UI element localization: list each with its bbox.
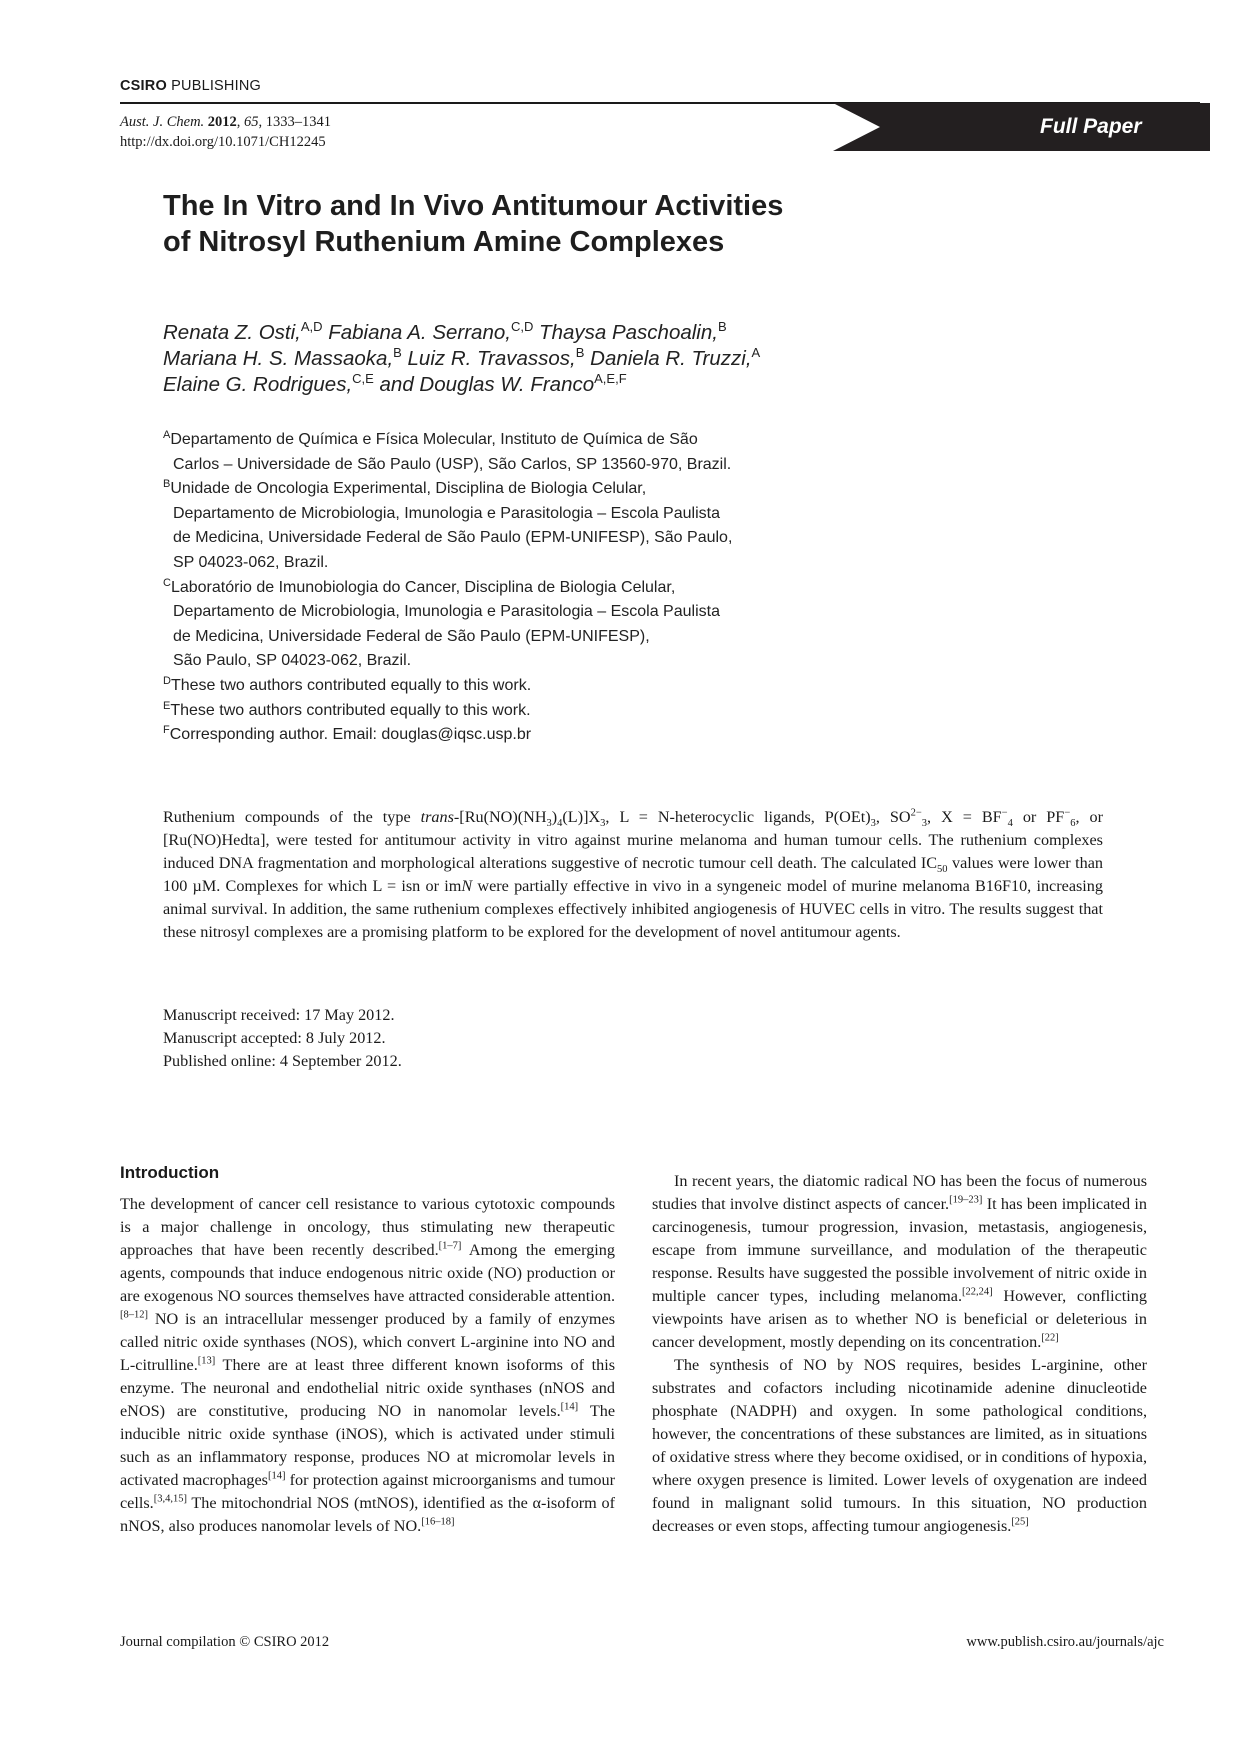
abstract-text: values were lower than 100 µM. Complexes for which L = isn or im (163, 854, 1103, 895)
affiliation-line: Laboratório de Imunobiologia do Cancer, Disciplina de Biologia Celular, (170, 578, 676, 596)
author-affil-mark: C,E (352, 371, 374, 386)
body-text: Among the emerging agents, compounds that induce endogenous nitric oxide (NO) production or are exogenous NO sources themselves have attracted considerable attention. (120, 1241, 615, 1305)
paragraph (652, 1170, 1147, 1354)
citation-line: Aust. J. Chem. 2012, 65, 1333–1341 (120, 114, 332, 130)
journal-name: Aust. J. Chem. (120, 114, 205, 130)
affiliation-line: Departamento de Microbiologia, Imunologia e Parasitologia – Escola Paulista (173, 504, 720, 522)
abstract-subscript: 4 (1007, 818, 1013, 830)
abstract-italic: N (461, 877, 473, 895)
citation-ref[interactable]: [22,24] (962, 1286, 993, 1298)
abstract-text: ) (551, 808, 558, 826)
author-affil-mark: B (717, 319, 727, 334)
citation-ref[interactable]: [8–12] (120, 1309, 148, 1321)
journal-year: 2012 (207, 114, 237, 130)
abstract-italic: trans (420, 808, 454, 826)
author-affil-mark: A,D (300, 319, 323, 334)
body-text: The synthesis of NO by NOS requires, besides L-arginine, other substrates and cofactors including nicotinamide adenine dinucleotide phosphate (NADPH) and oxygen. In some pathological conditions, however, the concentrations of these substances are limited, as in situations of oxidative stress where they become oxidised, or in conditions of hypoxia, where oxygen presence is limited. Lower levels of oxygenation are indeed found in malignant solid tumours. In this situation, NO production decreases or even stops, affecting tumour angiogenesis. (652, 1356, 1147, 1535)
abstract-text: , SO (875, 808, 911, 826)
footer-journal-url[interactable]: www.publish.csiro.au/journals/ajc (966, 1634, 1164, 1650)
affiliation-line: These two authors contributed equally to this work. (170, 676, 532, 694)
abstract-superscript: 2− (910, 807, 922, 819)
body-column-left (120, 1193, 615, 1538)
section-heading-introduction: Introduction (120, 1163, 220, 1182)
abstract-text: -[Ru(NO)(NH (453, 808, 547, 826)
affiliation-mark: E (163, 699, 171, 712)
date-accepted: Manuscript accepted: 8 July 2012. (163, 1029, 386, 1047)
affiliation-d (163, 674, 813, 699)
abstract-subscript: 3 (600, 818, 606, 830)
citation-ref[interactable]: [13] (197, 1355, 216, 1367)
affiliation-list (163, 428, 813, 748)
author-name: Daniela R. Truzzi, (590, 347, 752, 370)
abstract-subscript: 3 (546, 818, 552, 830)
full-paper-label: Full Paper (1040, 115, 1142, 138)
citation-ref[interactable]: [14] (560, 1401, 579, 1413)
publisher-label (120, 78, 261, 94)
abstract-subscript: 50 (937, 864, 948, 876)
citation-ref[interactable]: [16–18] (421, 1516, 455, 1528)
affiliation-line: Departamento de Microbiologia, Imunologia e Parasitologia – Escola Paulista (173, 603, 720, 621)
body-text: NO is an intracellular messenger produced by a family of enzymes called nitric oxide synthases (NOS), which convert L-arginine into NO and L-citrulline. (120, 1310, 615, 1374)
citation-ref[interactable]: [14] (267, 1470, 286, 1482)
affiliation-line: de Medicina, Universidade Federal de São Paulo (EPM-UNIFESP), São Paulo, (173, 529, 733, 547)
journal-volume: 65 (244, 114, 259, 130)
abstract-text: Ruthenium compounds of the type (163, 808, 421, 826)
affiliation-line: These two authors contributed equally to this work. (170, 701, 531, 719)
date-published: Published online: 4 September 2012. (163, 1052, 402, 1070)
affiliation-line: Corresponding author. Email: douglas@iqsc.usp.br (169, 726, 532, 744)
body-text: However, conflicting viewpoints have arisen as to whether NO is beneficial or deleterious in cancer development, mostly depending on its concentration. (652, 1287, 1147, 1351)
author-affil-mark: B (575, 345, 585, 360)
author-line-1 (163, 320, 963, 346)
body-text: In recent years, the diatomic radical NO has been the focus of numerous studies that involve distinct aspects of cancer. (652, 1172, 1147, 1213)
author-name: Fabiana A. Serrano, (328, 321, 511, 344)
abstract-subscript: 4 (557, 818, 563, 830)
author-list (163, 320, 963, 398)
doi-link[interactable]: http://dx.doi.org/10.1071/CH12245 (120, 134, 326, 150)
affiliation-f (163, 723, 813, 748)
publisher-name-rest: PUBLISHING (166, 78, 261, 94)
body-text: The inducible nitric oxide synthase (iNOS), which is activated under stimuli such as an inflammatory response, produces NO at micromolar levels in activated macrophages (120, 1402, 616, 1489)
affiliation-line: São Paulo, SP 04023-062, Brazil. (173, 652, 412, 670)
citation-ref[interactable]: [25] (1011, 1516, 1029, 1528)
abstract-subscript: 3 (870, 818, 876, 830)
abstract-text: or PF (1012, 808, 1065, 826)
affiliation-mark: D (163, 674, 171, 687)
author-affil-mark: B (393, 345, 402, 360)
author-name: Thaysa Paschoalin, (539, 321, 718, 344)
abstract-text: , X = BF (927, 808, 1002, 826)
journal-pages: , 1333–1341 (258, 114, 332, 130)
affiliation-line: SP 04023-062, Brazil. (173, 553, 329, 571)
affiliation-mark: B (163, 478, 171, 491)
abstract-text: , L = N-heterocyclic ligands, P(OEt) (605, 808, 871, 826)
body-text: for protection against microorganisms and tumour cells. (120, 1471, 615, 1512)
author-name: Elaine G. Rodrigues, (163, 373, 353, 396)
citation-block (120, 112, 331, 152)
affiliation-b (163, 477, 813, 575)
body-text: The development of cancer cell resistance to various cytotoxic compounds is a major challenge in oncology, thus stimulating new therapeutic approaches that have been recently described. (120, 1195, 615, 1259)
citation-ref[interactable]: [22] (1041, 1332, 1059, 1344)
author-affil-mark: C,D (510, 319, 534, 334)
author-affil-mark: A (751, 345, 761, 360)
affiliation-line: Carlos – Universidade de São Paulo (USP), São Carlos, SP 13560-970, Brazil. (173, 455, 732, 473)
abstract-text: , or [Ru(NO)Hedta], were tested for antitumour activity in vitro against murine melanoma and human tumour cells. The ruthenium complexes induced DNA fragmentation and morphological alterations suggestive of necrotic tumour cell death. The calculated IC (163, 808, 1103, 872)
abstract-superscript: − (1064, 807, 1071, 819)
publisher-name-bold: CSIRO (120, 78, 167, 94)
title-line-2: of Nitrosyl Ruthenium Amine Complexes (163, 226, 725, 258)
footer-copyright: Journal compilation © CSIRO 2012 (120, 1634, 330, 1650)
author-name: and Douglas W. Franco (379, 373, 595, 396)
body-text: There are at least three different known isoforms of this enzyme. The neuronal and endothelial nitric oxide synthases (nNOS and eNOS) are constitutive, producing NO in nanomolar levels. (120, 1356, 615, 1420)
affiliation-mark: F (163, 724, 170, 737)
abstract-superscript: − (1001, 807, 1008, 819)
author-name: Mariana H. S. Massaoka, (163, 347, 394, 370)
body-text: The mitochondrial NOS (mtNOS), identified as the α-isoform of nNOS, also produces nanomolar levels of NO. (120, 1494, 615, 1535)
article-title (163, 188, 923, 260)
author-line-2 (163, 346, 963, 372)
affiliation-a (163, 428, 813, 477)
title-line-1: The In Vitro and In Vivo Antitumour Activities (163, 190, 784, 222)
abstract-text: (L)]X (562, 808, 601, 826)
abstract-text: were partially effective in vivo in a syngeneic model of murine melanoma B16F10, increasing animal survival. In addition, the same ruthenium complexes effectively inhibited angiogenesis of HUVEC cells in vitro. The results suggest that these nitrosyl complexes are a promising platform to be explored for the development of novel antitumour agents. (163, 877, 1103, 941)
affiliation-mark: C (163, 576, 171, 589)
author-affil-mark: A,E,F (594, 371, 627, 386)
author-name: Luiz R. Travassos, (407, 347, 576, 370)
affiliation-line: de Medicina, Universidade Federal de São Paulo (EPM-UNIFESP), (173, 627, 650, 645)
affiliation-mark: A (163, 429, 171, 441)
abstract-subscript: 6 (1070, 818, 1076, 830)
author-name: Renata Z. Osti, (163, 321, 301, 344)
affiliation-c (163, 576, 813, 674)
citation-ref[interactable]: [1–7] (438, 1240, 462, 1252)
affiliation-e (163, 699, 813, 724)
citation-ref[interactable]: [19–23] (949, 1194, 983, 1206)
abstract-subscript: 3 (921, 818, 928, 830)
author-line-3 (163, 372, 963, 398)
body-column-right (652, 1170, 1147, 1538)
paragraph (120, 1193, 615, 1538)
manuscript-dates (163, 1004, 402, 1073)
paragraph (652, 1354, 1147, 1538)
body-text: It has been implicated in carcinogenesis, tumour progression, invasion, metastasis, angiogenesis, escape from immune surveillance, and modulation of the therapeutic response. Results have suggested the possible involvement of nitric oxide in multiple cancer types, including melanoma. (652, 1195, 1148, 1305)
abstract (163, 806, 1103, 944)
date-received: Manuscript received: 17 May 2012. (163, 1006, 395, 1024)
citation-ref[interactable]: [3,4,15] (153, 1493, 187, 1505)
affiliation-line: Departamento de Química e Física Molecular, Instituto de Química de São (170, 431, 698, 448)
affiliation-line: Unidade de Oncologia Experimental, Disciplina de Biologia Celular, (170, 480, 647, 498)
